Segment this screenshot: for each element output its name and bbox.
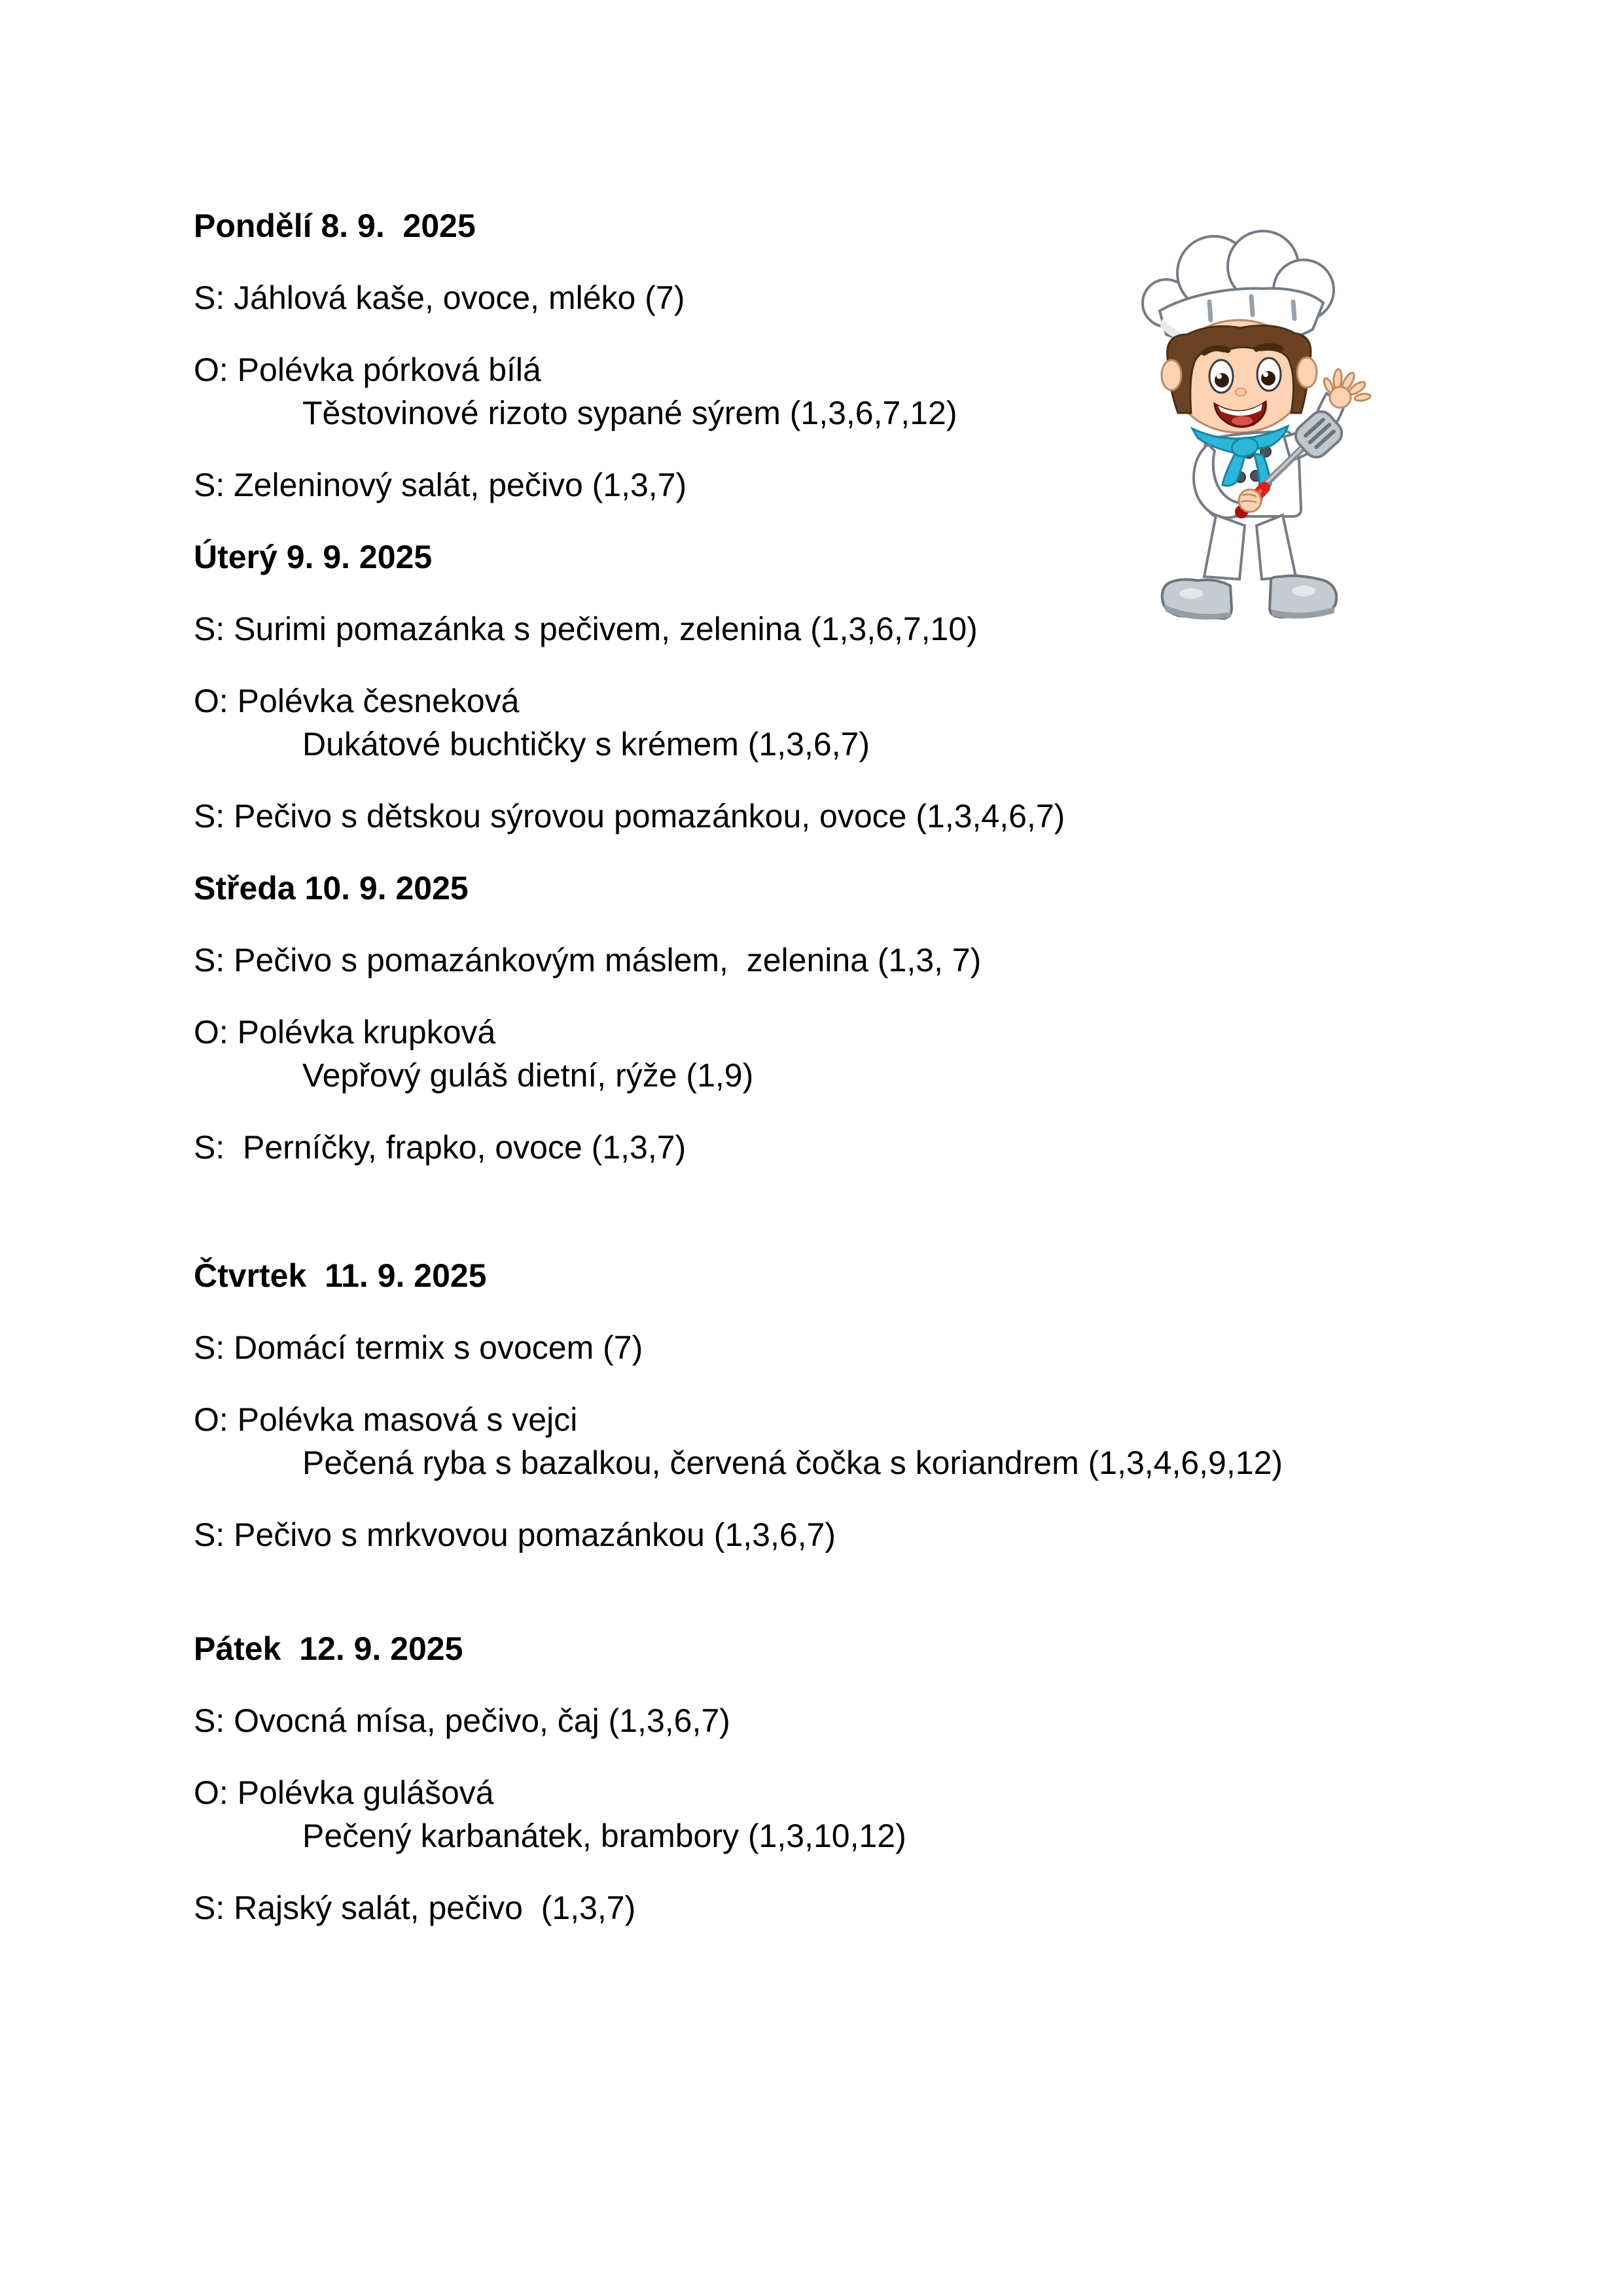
morning-snack-line: S: Jáhlová kaše, ovoce, mléko (7) <box>194 279 685 316</box>
day-title: Pondělí 8. 9. 2025 <box>194 207 476 244</box>
lunch-soup-line: O: Polévka pórková bílá <box>194 351 541 388</box>
menu-day-wednesday <box>194 867 1306 1169</box>
menu-day-tuesday <box>194 535 1306 838</box>
day-title: Pátek 12. 9. 2025 <box>194 1630 463 1667</box>
lunch-main-line: Dukátové buchtičky s krémem (1,3,6,7) <box>302 726 870 762</box>
afternoon-snack-line: S: Zeleninový salát, pečivo (1,3,7) <box>194 467 687 503</box>
lunch-main-line: Pečená ryba s bazalkou, červená čočka s koriandrem (1,3,4,6,9,12) <box>302 1444 1283 1481</box>
lunch-soup-line: O: Polévka masová s vejci <box>194 1401 578 1438</box>
menu-day-monday <box>194 204 1306 507</box>
day-title: Úterý 9. 9. 2025 <box>194 539 433 575</box>
morning-snack-line: S: Domácí termix s ovocem (7) <box>194 1329 643 1366</box>
lunch-soup-line: O: Polévka krupková <box>194 1014 496 1050</box>
lunch-main-line: Vepřový guláš dietní, rýže (1,9) <box>302 1057 754 1094</box>
menu-content <box>194 204 1306 1958</box>
morning-snack-line: S: Pečivo s pomazánkovým máslem, zelenina (1,3, 7) <box>194 942 982 978</box>
lunch-soup-line: O: Polévka gulášová <box>194 1774 494 1811</box>
morning-snack-line: S: Surimi pomazánka s pečivem, zelenina (1,3,6,7,10) <box>194 611 978 647</box>
day-title: Čtvrtek 11. 9. 2025 <box>194 1257 487 1294</box>
morning-snack-line: S: Ovocná mísa, pečivo, čaj (1,3,6,7) <box>194 1702 730 1739</box>
afternoon-snack-line: S: Rajský salát, pečivo (1,3,7) <box>194 1890 636 1926</box>
afternoon-snack-line: S: Pečivo s dětskou sýrovou pomazánkou, ovoce (1,3,4,6,7) <box>194 798 1065 834</box>
lunch-main-line: Pečený karbanátek, brambory (1,3,10,12) <box>302 1818 906 1854</box>
menu-day-thursday <box>194 1254 1306 1556</box>
menu-day-friday <box>194 1627 1306 1929</box>
lunch-soup-line: O: Polévka česneková <box>194 683 520 719</box>
day-title: Středa 10. 9. 2025 <box>194 870 469 906</box>
afternoon-snack-line: S: Pečivo s mrkvovou pomazánkou (1,3,6,7) <box>194 1516 836 1553</box>
afternoon-snack-line: S: Perníčky, frapko, ovoce (1,3,7) <box>194 1129 687 1166</box>
lunch-main-line: Těstovinové rizoto sypané sýrem (1,3,6,7,12) <box>302 395 957 431</box>
